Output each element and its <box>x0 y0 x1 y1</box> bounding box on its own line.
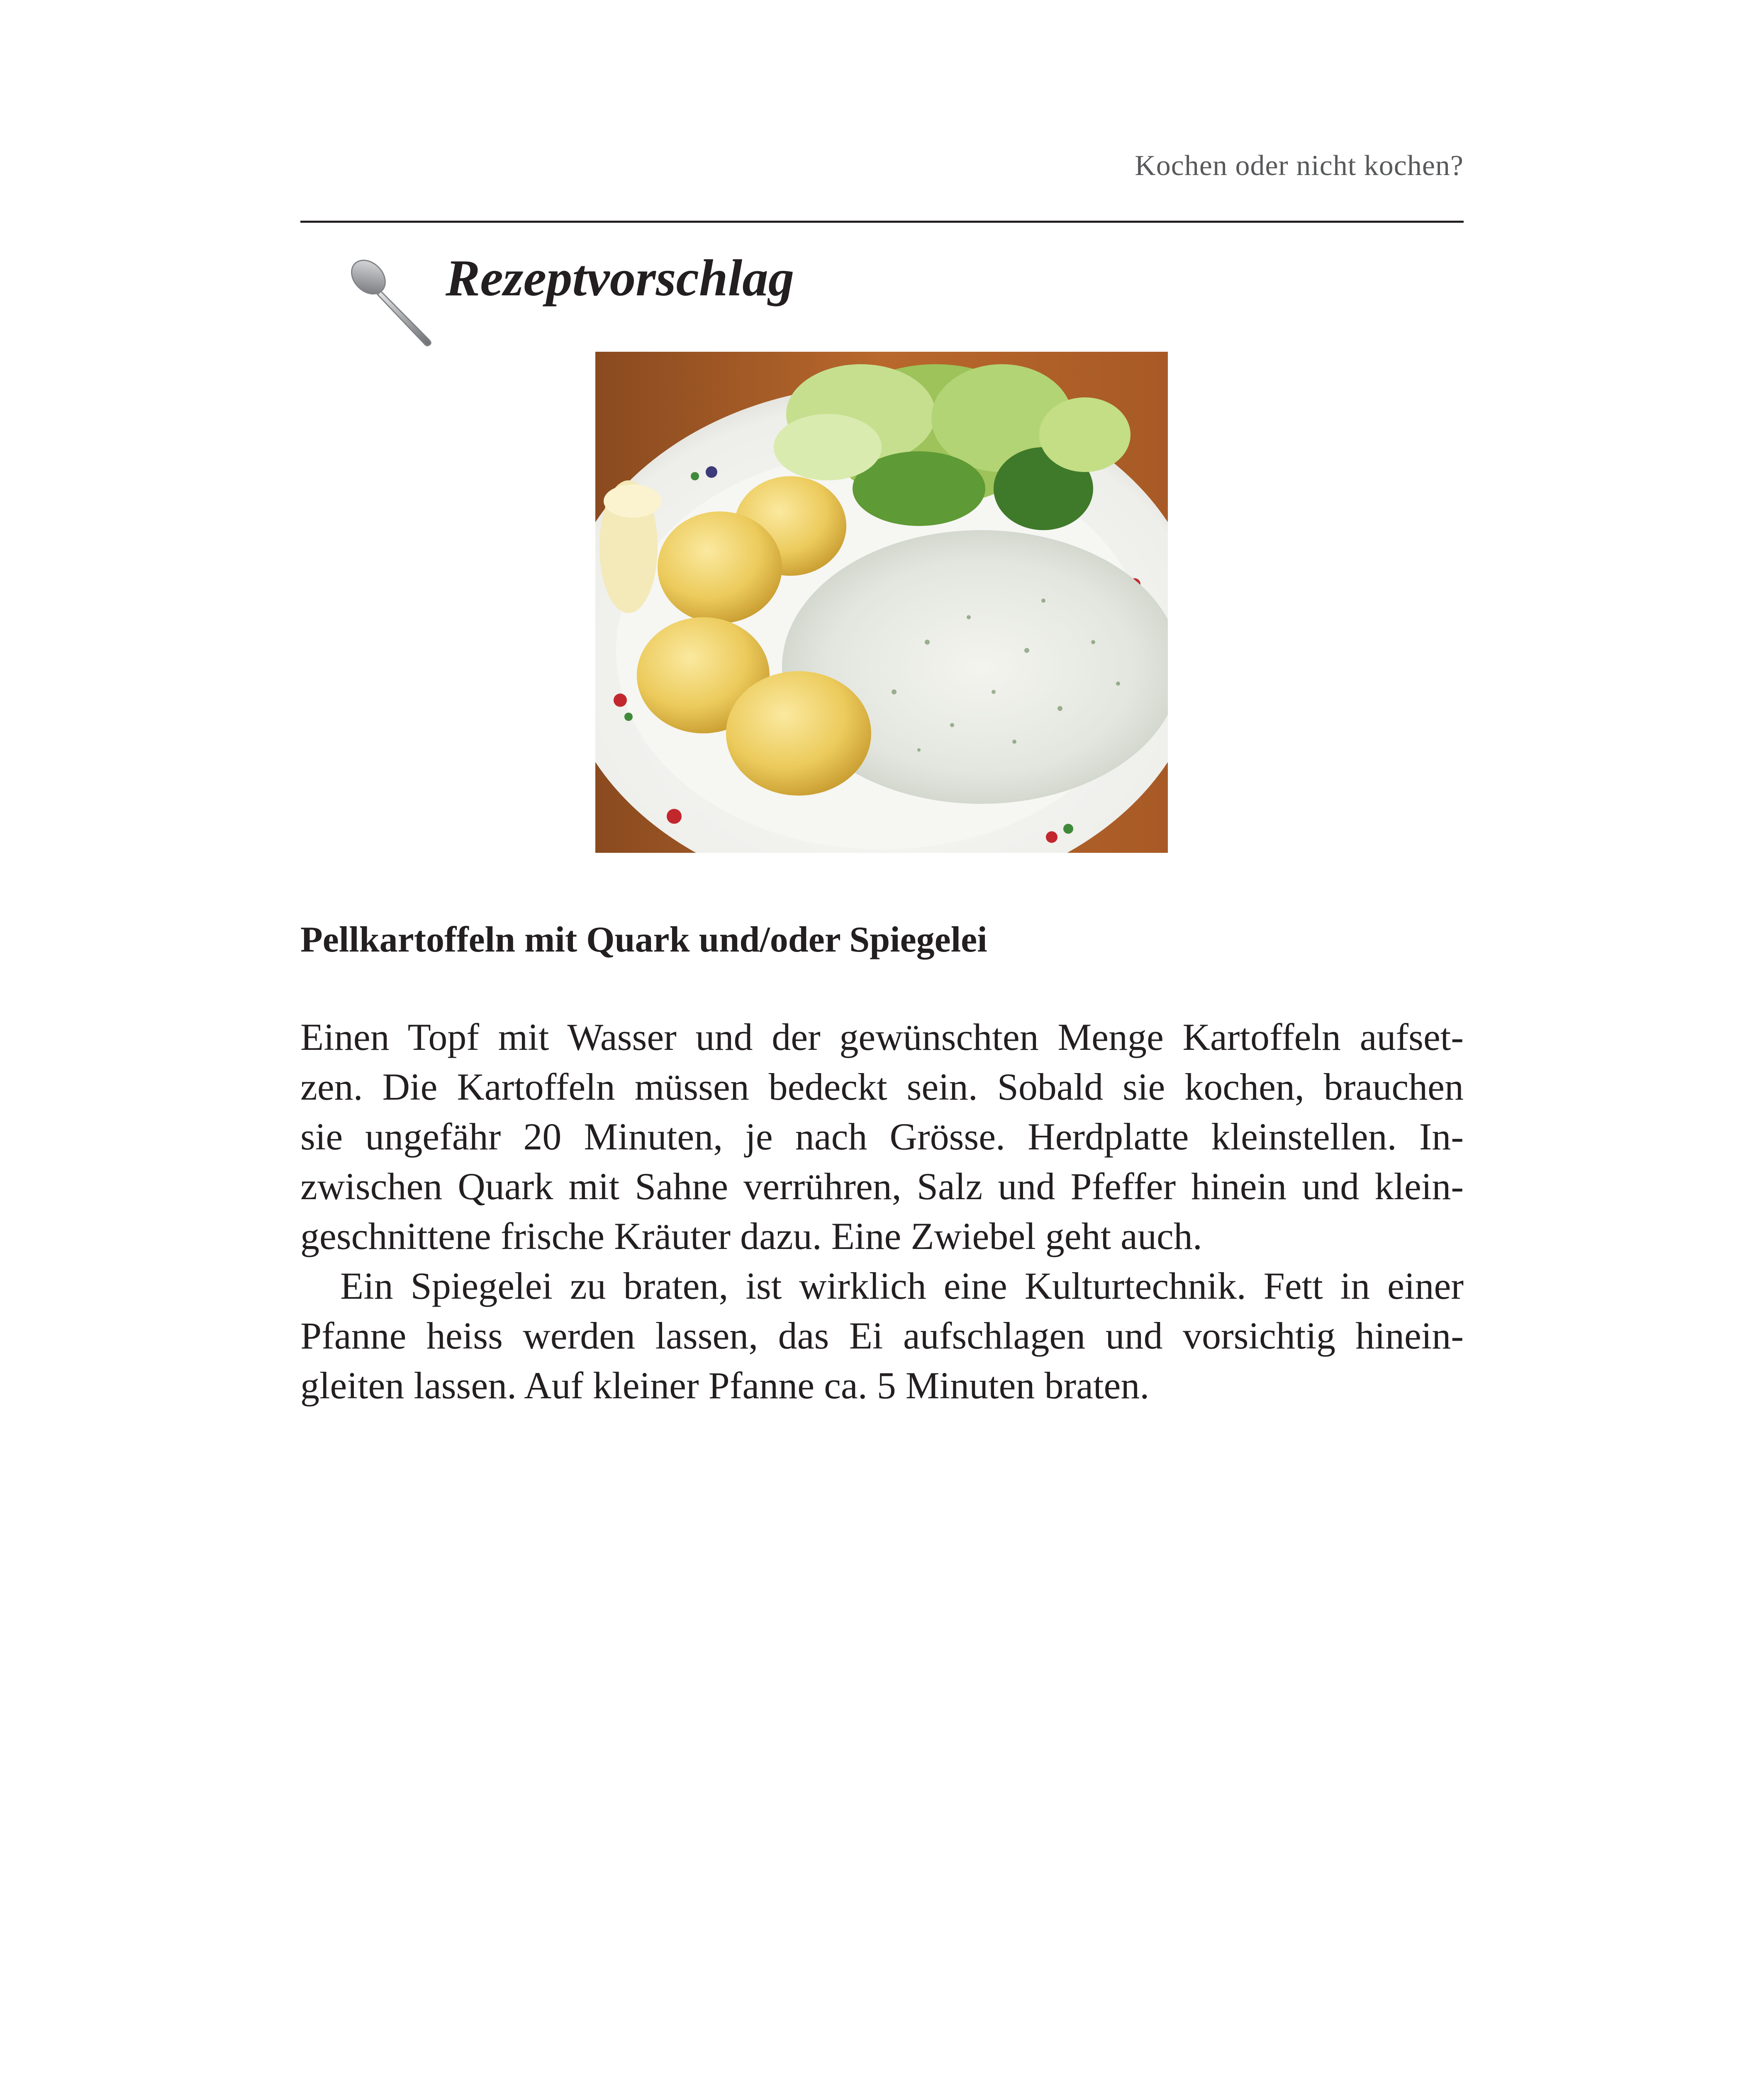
body-line: Pfanne heiss werden lassen, das Ei aufschlagen und vorsichtig hinein- <box>300 1315 1464 1357</box>
recipe-title: Pellkartoffeln mit Quark und/oder Spiegelei <box>300 920 987 960</box>
body-line: gleiten lassen. Auf kleiner Pfanne ca. 5 Minuten braten. <box>300 1364 1150 1407</box>
body-line: Einen Topf mit Wasser und der gewünschten Menge Kartoffeln aufset- <box>300 1016 1464 1058</box>
body-line: geschnittene frische Kräuter dazu. Eine Zwiebel geht auch. <box>300 1215 1202 1257</box>
body-line: zwischen Quark mit Sahne verrühren, Salz und Pfeffer hinein und klein- <box>300 1165 1464 1207</box>
header-rule <box>300 221 1464 223</box>
running-head: Kochen oder nicht kochen? <box>1135 150 1464 182</box>
body-line: Ein Spiegelei zu braten, ist wirklich eine Kulturtechnik. Fett in einer <box>340 1265 1464 1307</box>
recipe-body <box>300 1012 1464 1410</box>
body-line: zen. Die Kartoffeln müssen bedeckt sein. Sobald sie kochen, brauchen <box>300 1066 1464 1108</box>
body-line: sie ungefähr 20 Minuten, je nach Grösse. Herdplatte kleinstellen. In- <box>300 1115 1464 1158</box>
food-photo <box>595 352 1168 853</box>
section-title: Rezeptvorschlag <box>446 250 794 307</box>
spoon-icon <box>344 253 440 348</box>
